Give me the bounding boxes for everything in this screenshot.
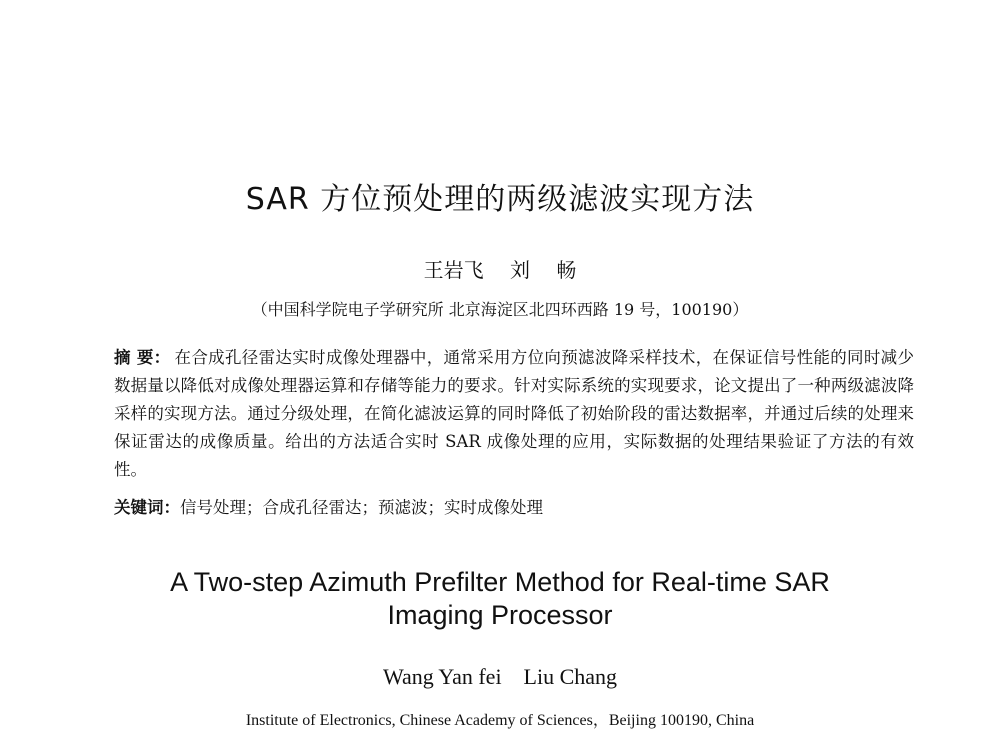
- keywords-text: 信号处理；合成孔径雷达；预滤波；实时成像处理: [180, 498, 543, 517]
- english-title: [0, 566, 1000, 632]
- chinese-authors: 王岩飞 刘 畅: [423, 258, 577, 282]
- chinese-keywords: [114, 494, 914, 522]
- abstract-text: 在合成孔径雷达实时成像处理器中，通常采用方位向预滤波降采样技术，在保证信号性能的同时减少数据量以降低对成像处理器运算和存储等能力的要求。针对实际系统的实现要求，论文提出了一种两级滤波降采样的实现方法。通过分级处理，在简化滤波运算的同时降低了初始阶段的雷达数据率，并通过后续的处理来保证雷达的成像质量。给出的方法适合实时 SAR 成像处理的应用，实际数据的处理结果验证了方法的有效性。: [114, 348, 914, 479]
- english-authors: Wang Yan fei Liu Chang: [382, 664, 618, 689]
- english-affiliation: Institute of Electronics, Chinese Academy of Sciences，Beijing 100190, China: [245, 712, 755, 729]
- chinese-affiliation: （中国科学院电子学研究所 北京海淀区北四环西路 19 号，100190）: [251, 300, 749, 319]
- english-title-line-2: Imaging Processor: [387, 600, 613, 630]
- chinese-abstract: [114, 344, 914, 484]
- english-title-line-1: A Two-step Azimuth Prefilter Method for Real-time SAR: [170, 567, 830, 597]
- keywords-label: 关键词：: [114, 498, 180, 517]
- chinese-title: SAR 方位预处理的两级滤波实现方法: [245, 182, 755, 217]
- abstract-label: 摘 要：: [114, 348, 171, 367]
